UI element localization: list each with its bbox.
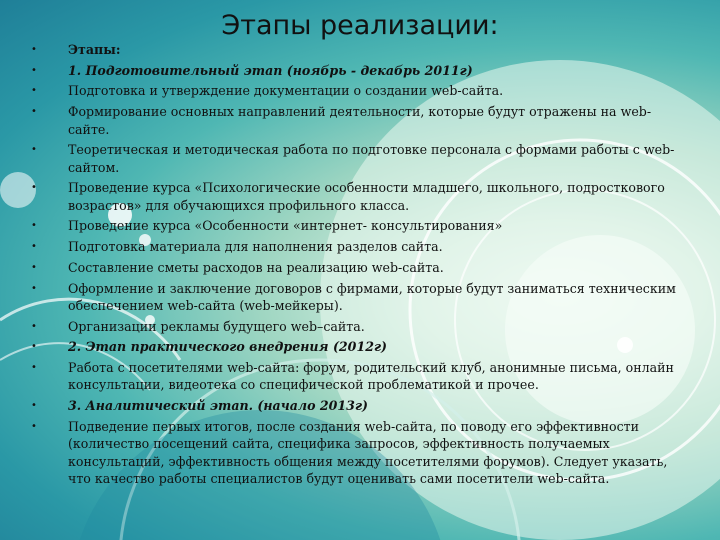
bullet-item (30, 359, 690, 394)
bullet-text: Подведение первых итогов, после создания web-сайта, по поводу его эффективности (количество посещений сайта, специфика запросов, эффективность получаемых консультаций, эффективность общения между посетителями форумов). Следует указать, что качество работы специалистов будут оценивать сами посетители web-сайта. (68, 418, 668, 487)
bullet-text: Теоретическая и методическая работа по подготовке персонала с формами работы с web-сайтом. (68, 142, 675, 175)
bullet-item (30, 259, 690, 276)
bullet-text: Подготовка материала для наполнения разделов сайта. (68, 239, 443, 255)
bullet-dot-icon: • (31, 220, 37, 232)
bullet-item (30, 217, 690, 234)
bullet-text: Организации рекламы будущего web–сайта. (68, 318, 365, 334)
bullet-text: 2. Этап практического внедрения (2012г) (68, 339, 388, 355)
bullet-text: Проведение курса «Особенности «интернет- консультирования» (68, 218, 503, 234)
bullet-dot-icon: • (31, 282, 37, 294)
bullet-text: Составление сметы расходов на реализацию web-сайта. (68, 259, 444, 275)
slide-title: Этапы реализации: (221, 10, 499, 41)
bullet-item (30, 82, 690, 99)
bullet-list (30, 41, 690, 491)
bullet-item (30, 62, 690, 79)
bullet-item (30, 238, 690, 255)
bullet-text: Этапы: (68, 42, 121, 57)
bullet-dot-icon: • (31, 341, 37, 353)
bullet-text: Работа с посетителями web-сайта: форум, родительский клуб, анонимные письма, онлайн консультации, видеотека со специфической проблематикой и прочее. (68, 360, 674, 393)
bullet-item (30, 103, 690, 138)
bullet-dot-icon: • (31, 44, 37, 55)
bullet-item (30, 280, 690, 315)
bullet-text: Формирование основных направлений деятельности, которые будут отражены на web-сайте. (68, 104, 652, 137)
bullet-dot-icon: • (31, 320, 37, 332)
bullet-item (30, 338, 690, 355)
bullet-text: 3. Аналитический этап. (начало 2013г) (68, 398, 368, 414)
bullet-text: Оформление и заключение договоров с фирмами, которые будут заниматься техническим обеспечением web-сайта (web-мейкеры). (68, 280, 676, 313)
bullet-text: Подготовка и утверждение документации о создании web-сайта. (68, 83, 504, 99)
bullet-dot-icon: • (31, 241, 37, 253)
bullet-dot-icon: • (31, 420, 37, 432)
bullet-dot-icon: • (31, 261, 37, 273)
bullet-item (30, 41, 690, 58)
bullet-dot-icon: • (31, 182, 37, 194)
bullet-item (30, 418, 690, 488)
bullet-item (30, 397, 690, 414)
bullet-dot-icon: • (31, 362, 37, 374)
bullet-dot-icon: • (31, 85, 37, 97)
bullet-item (30, 179, 690, 214)
bullet-dot-icon: • (31, 400, 37, 412)
bullet-dot-icon: • (31, 64, 37, 76)
bullet-dot-icon: • (31, 106, 37, 118)
bullet-dot-icon: • (31, 144, 37, 156)
bullet-item (30, 318, 690, 335)
bullet-text: Проведение курса «Психологические особенности младшего, школьного, подросткового возрастов» для обучающихся профильного класса. (68, 180, 665, 213)
bullet-item (30, 141, 690, 176)
bullet-text: 1. Подготовительный этап (ноябрь - декабрь 2011г) (68, 62, 473, 78)
